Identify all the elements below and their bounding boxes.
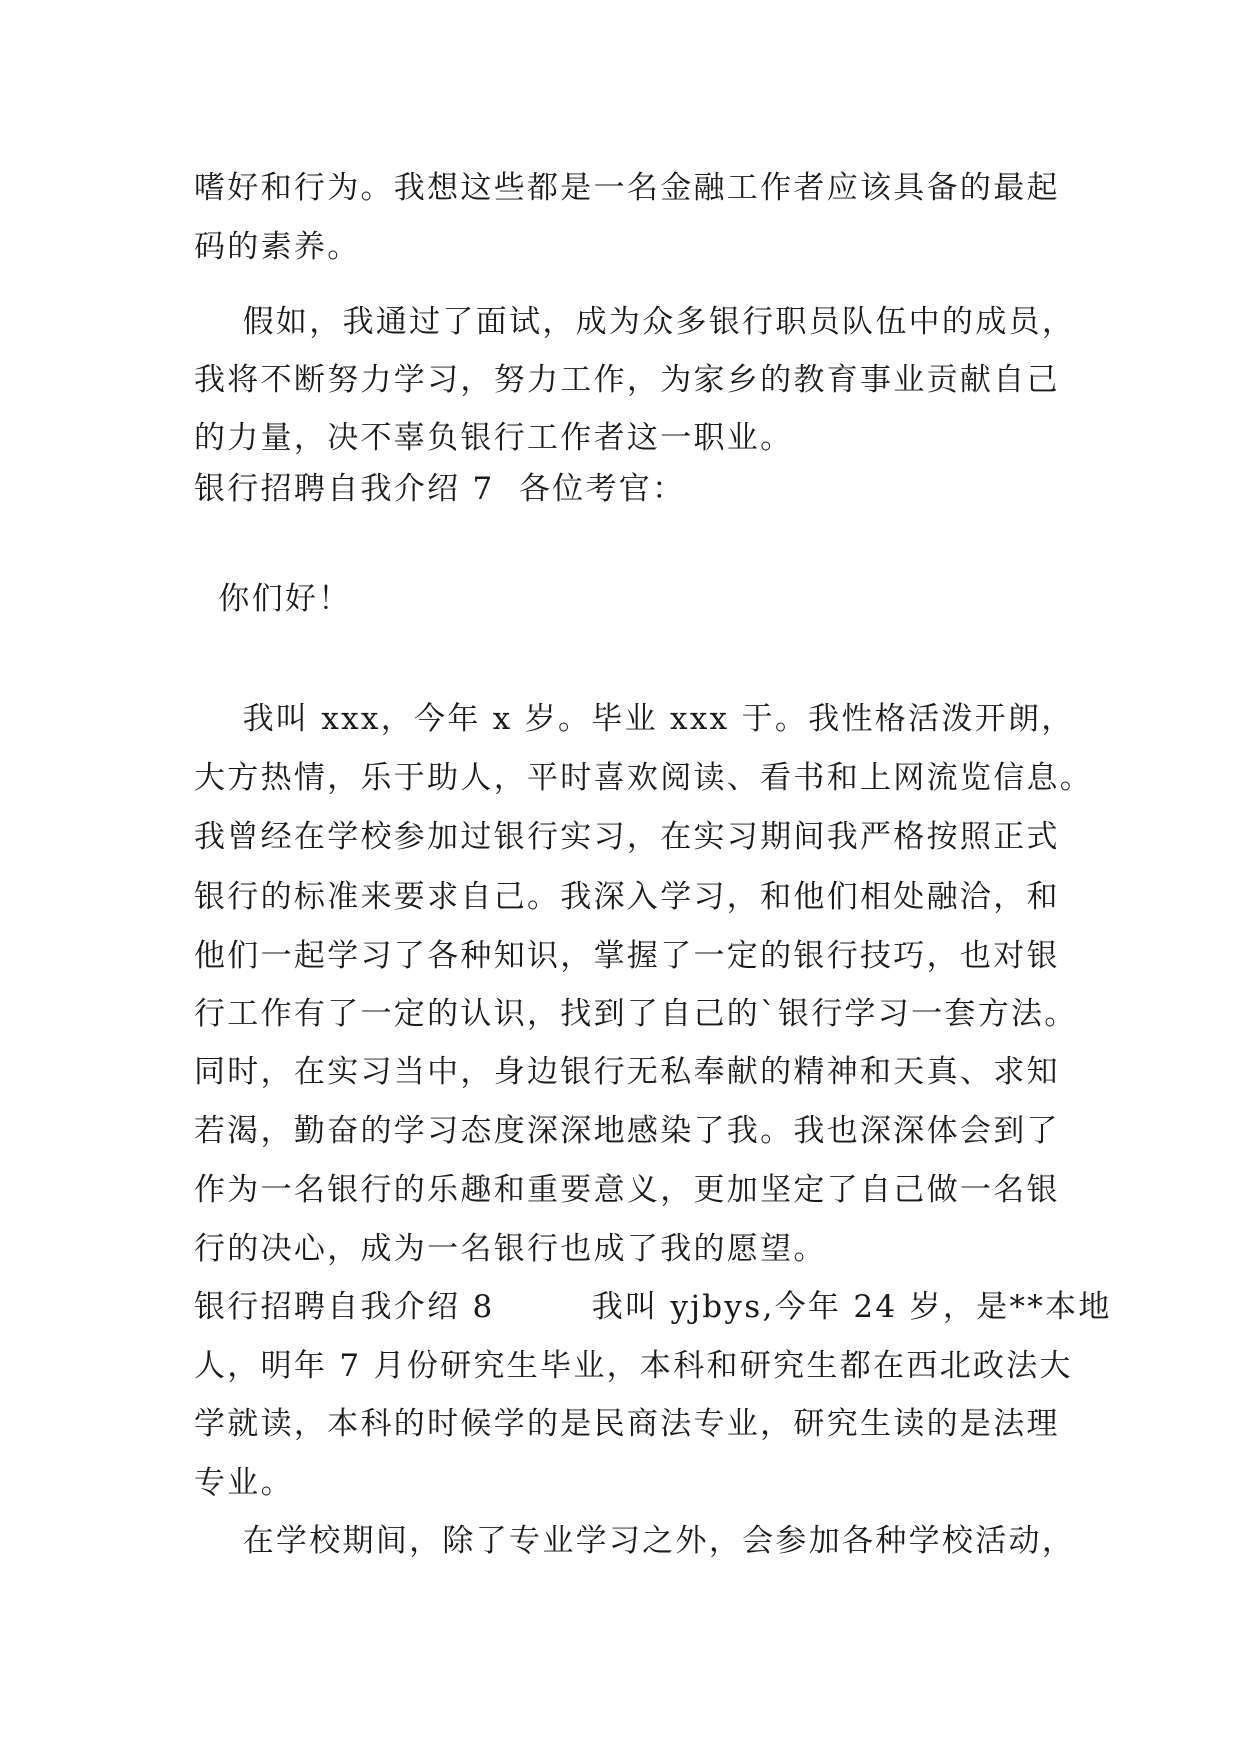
text-line: 嗜好和行为。我想这些都是一名金融工作者应该具备的最起 [194,170,1060,206]
text-line: 专业。 [194,1465,294,1501]
text-line: 我将不断努力学习，努力工作，为家乡的教育事业贡献自己 [194,362,1060,398]
text-line: 同时，在实习当中，身边银行无私奉献的精神和天真、求知 [194,1054,1060,1090]
text-line: 银行的标准来要求自己。我深入学习，和他们相处融洽，和 [194,879,1060,915]
text-line: 学就读，本科的时候学的是民商法专业，研究生读的是法理 [194,1406,1060,1442]
greeting-line: 你们好！ [194,581,352,617]
text-line: 作为一名银行的乐趣和重要意义，更加坚定了自己做一名银 [194,1172,1060,1208]
text-line: 我曾经在学校参加过银行实习，在实习期间我严格按照正式 [194,819,1060,855]
section-heading: 银行招聘自我介绍 7 各位考官： [194,471,686,507]
section-heading: 银行招聘自我介绍 8 我叫 yjbys,今年 24 岁，是**本地 [194,1289,1112,1325]
text-line: 行的决心，成为一名银行也成了我的愿望。 [194,1231,827,1267]
text-line: 的力量，决不辜负银行工作者这一职业。 [194,420,794,456]
text-line: 假如，我通过了面试，成为众多银行职员队伍中的成员， [194,304,1076,340]
text-line: 我叫 xxx，今年 x 岁。毕业 xxx 于。我性格活泼开朗， [194,701,1075,737]
text-line: 他们一起学习了各种知识，掌握了一定的银行技巧，也对银 [194,938,1060,974]
text-line: 大方热情，乐于助人，平时喜欢阅读、看书和上网流览信息。 [194,760,1094,796]
text-line: 码的素养。 [194,229,361,265]
text-line: 行工作有了一定的认识，找到了自己的`银行学习一套方法。 [194,996,1078,1032]
text-line: 若渴，勤奋的学习态度深深地感染了我。我也深深体会到了 [194,1113,1060,1149]
text-line: 人，明年 7 月份研究生毕业，本科和研究生都在西北政法大 [194,1348,1073,1384]
text-line: 在学校期间，除了专业学习之外，会参加各种学校活动， [194,1523,1076,1559]
